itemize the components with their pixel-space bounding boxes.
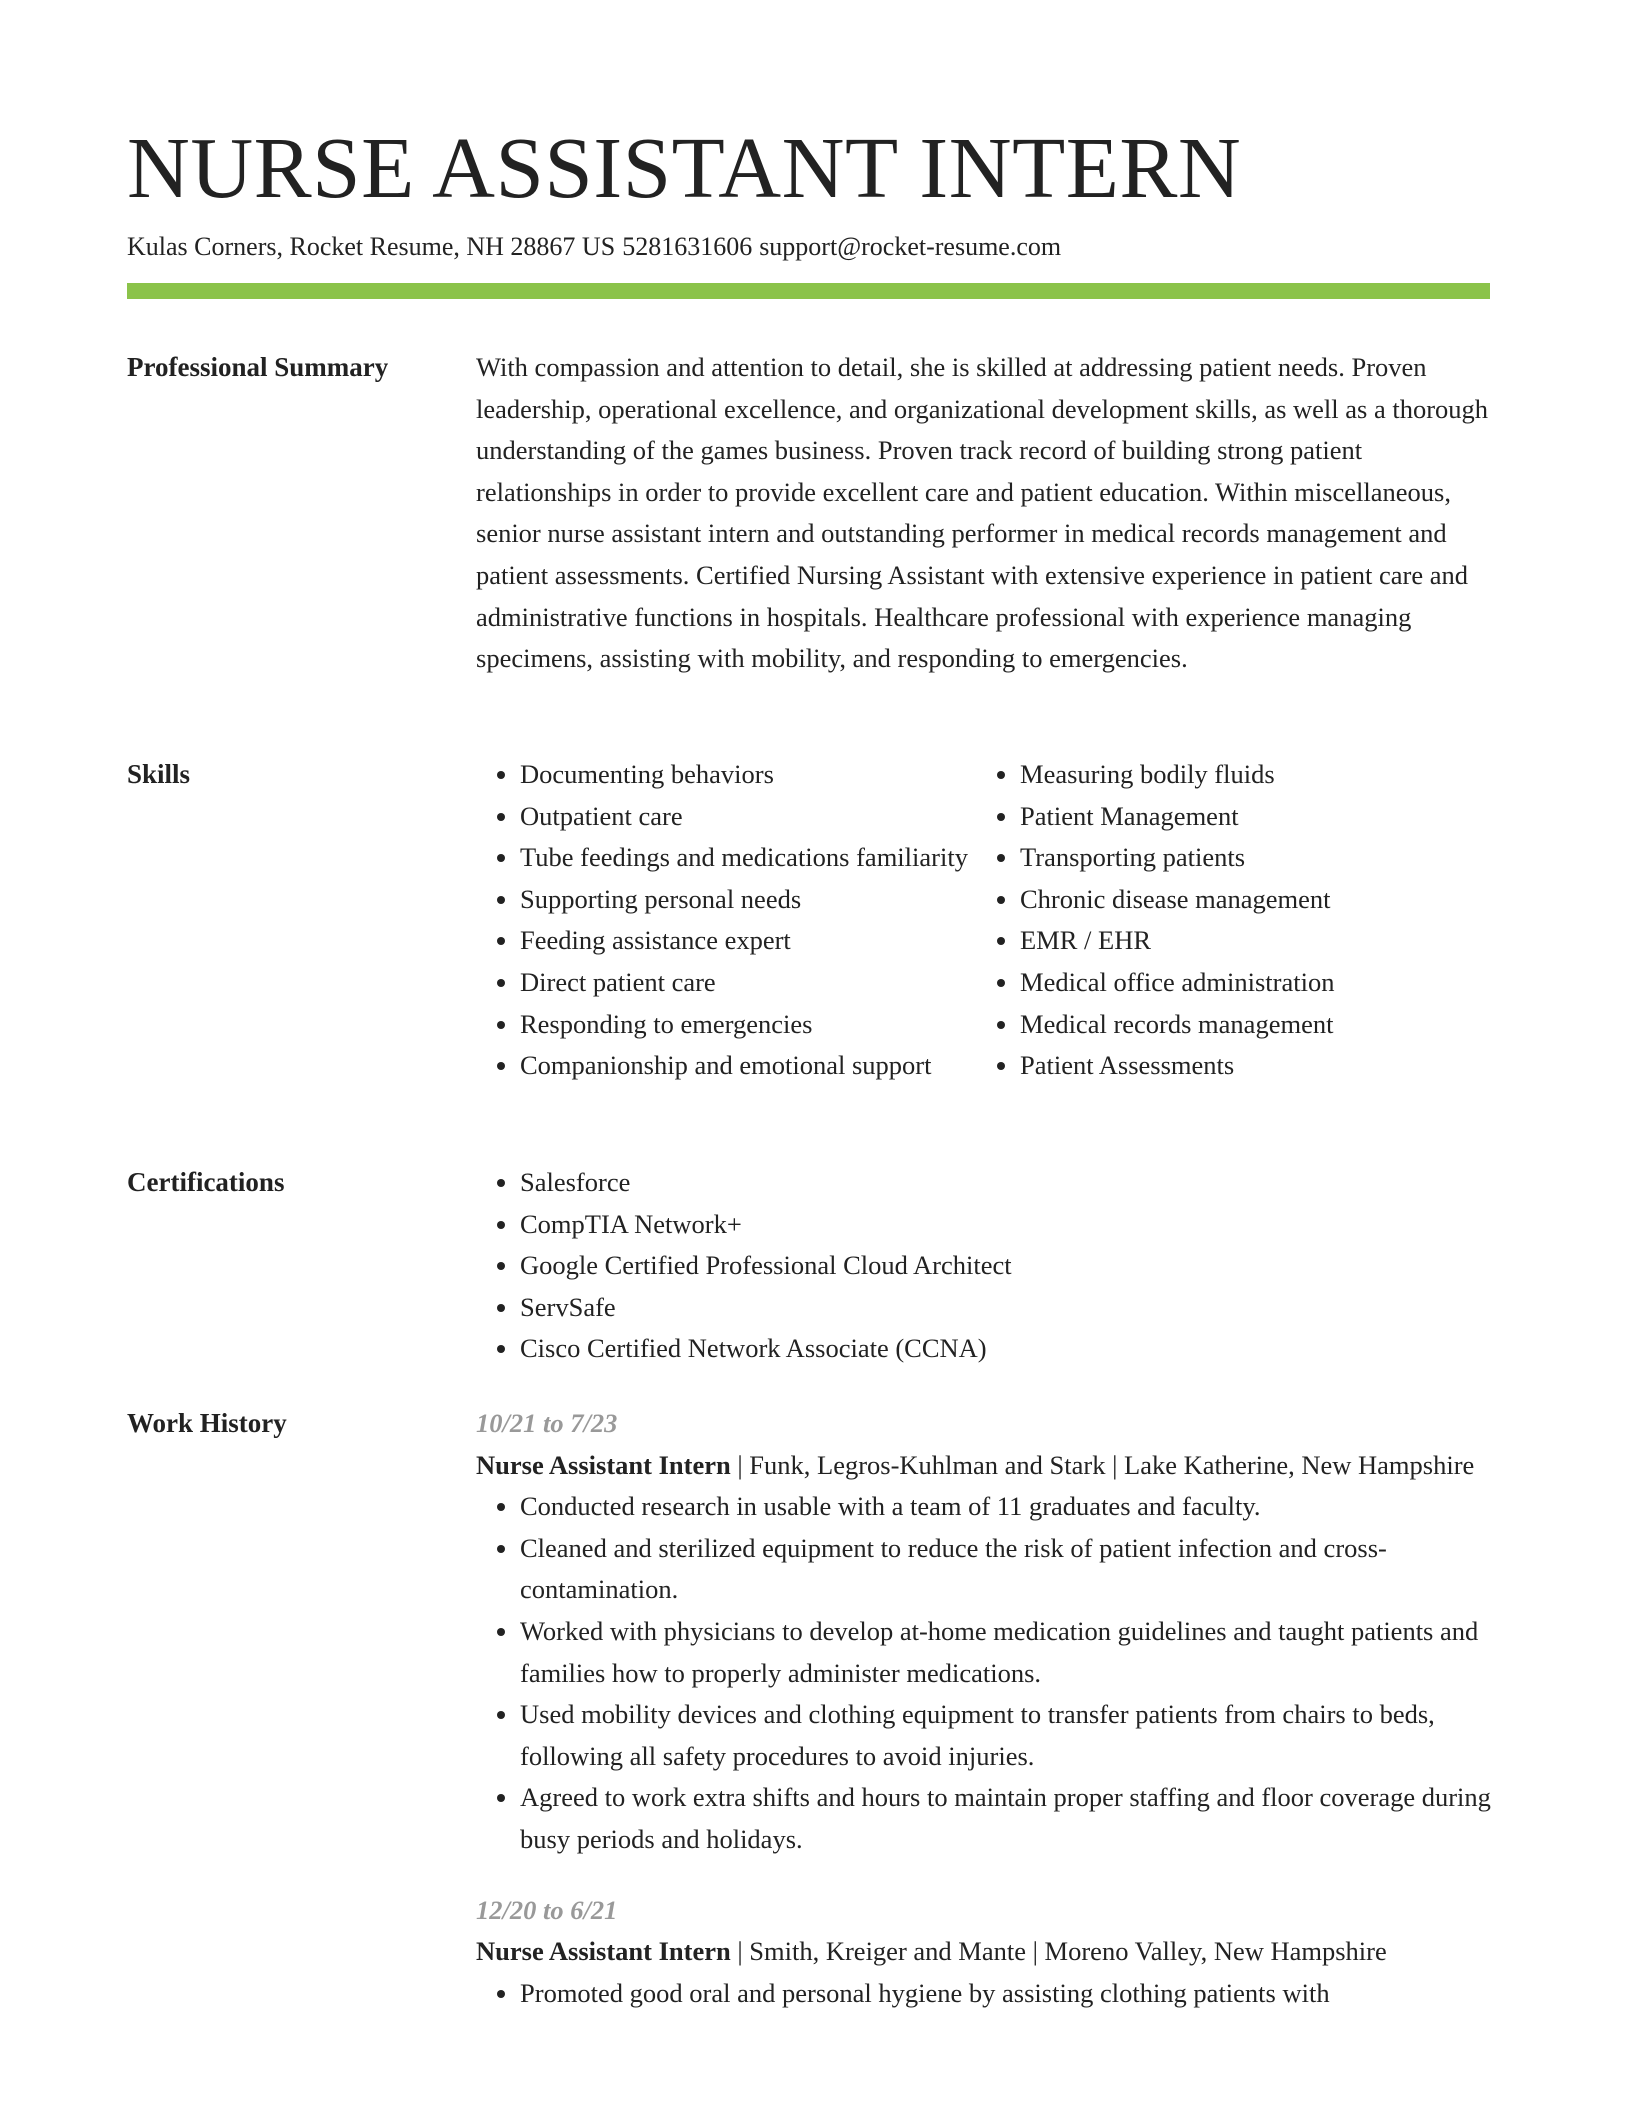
header-divider (127, 283, 1490, 299)
skill-item: • Chronic disease management (1020, 879, 1492, 921)
certification-item: • Salesforce (520, 1162, 1492, 1204)
job-bullet: • Cleaned and sterilized equipment to reduce the risk of patient infection and cross-contamination. (520, 1528, 1492, 1611)
job-bullets (476, 1486, 1492, 1860)
job-title: Nurse Assistant Intern (476, 1449, 731, 1480)
certification-item: • Cisco Certified Network Associate (CCNA) (520, 1328, 1492, 1370)
summary-body (476, 347, 1492, 680)
job-bullet: • Conducted research in usable with a team of 11 graduates and faculty. (520, 1486, 1492, 1528)
skill-item: • Measuring bodily fluids (1020, 754, 1492, 796)
section-label-certifications: Certifications (127, 1167, 285, 1197)
skill-item: • Medical office administration (1020, 962, 1492, 1004)
job-heading (476, 1445, 1492, 1487)
contact-phone: 5281631606 (622, 232, 753, 261)
job-bullet: • Used mobility devices and clothing equipment to transfer patients from chairs to beds, following all safety procedures to avoid injuries. (520, 1694, 1492, 1777)
skills-column-right (976, 754, 1492, 1087)
skill-item: • Tube feedings and medications familiarity (520, 837, 976, 879)
skill-item: • EMR / EHR (1020, 920, 1492, 962)
job-details: | Funk, Legros-Kuhlman and Stark | Lake Katherine, New Hampshire (730, 1449, 1475, 1480)
contact-email: support@rocket-resume.com (759, 232, 1062, 261)
certification-item: • ServSafe (520, 1287, 1492, 1329)
skills-list-left (476, 754, 976, 1087)
job-entry (476, 1403, 1492, 1861)
job-dates: 10/21 to 7/23 (476, 1408, 618, 1438)
job-bullet: • Worked with physicians to develop at-home medication guidelines and taught patients and families how to properly administer medications. (520, 1611, 1492, 1694)
skills-columns (476, 754, 1492, 1087)
certification-item: • Google Certified Professional Cloud Architect (520, 1245, 1492, 1287)
job-bullets (476, 1973, 1492, 2015)
skill-item: • Responding to emergencies (520, 1004, 976, 1046)
certifications-list (476, 1162, 1492, 1370)
skills-column-left (476, 754, 976, 1087)
section-label-work-history: Work History (127, 1408, 287, 1438)
skill-item: • Documenting behaviors (520, 754, 976, 796)
skill-item: • Direct patient care (520, 962, 976, 1004)
job-bullet: • Promoted good oral and personal hygiene by assisting clothing patients with (520, 1973, 1492, 2015)
skill-item: • Transporting patients (1020, 837, 1492, 879)
contact-address: Kulas Corners, Rocket Resume, NH 28867 US (127, 232, 616, 261)
job-dates: 12/20 to 6/21 (476, 1894, 618, 1925)
skills-list-right (976, 754, 1492, 1087)
skill-item: • Patient Management (1020, 796, 1492, 838)
certifications-body (476, 1162, 1492, 1370)
job-bullet: • Agreed to work extra shifts and hours to maintain proper staffing and floor coverage during busy periods and holidays. (520, 1777, 1492, 1860)
skill-item: • Medical records management (1020, 1004, 1492, 1046)
work-history-body (476, 1403, 1492, 2014)
contact-line (127, 230, 1061, 264)
certification-item: • CompTIA Network+ (520, 1204, 1492, 1246)
job-heading (476, 1931, 1492, 1973)
job-entry (476, 1890, 1492, 2015)
skill-item: • Feeding assistance expert (520, 920, 976, 962)
resume-title: NURSE ASSISTANT INTERN (127, 119, 1242, 216)
skill-item: • Outpatient care (520, 796, 976, 838)
skills-body (476, 754, 1492, 1087)
job-details: | Smith, Kreiger and Mante | Moreno Valley, New Hampshire (730, 1936, 1387, 1967)
section-label-skills: Skills (127, 759, 191, 789)
job-title: Nurse Assistant Intern (476, 1936, 731, 1967)
skill-item: • Companionship and emotional support (520, 1045, 976, 1087)
summary-text: With compassion and attention to detail, she is skilled at addressing patient needs. Proven leadership, operational excellence, and organizational development skills, as well as a thorough understanding of the games business. Proven track record of building strong patient relationships in order to provide excellent care and patient education. Within miscellaneous, senior nurse assistant intern and outstanding performer in medical records management and patient assessments. Certified Nursing Assistant with extensive experience in patient care and administrative functions in hospitals. Healthcare professional with experience managing specimens, assisting with mobility, and responding to emergencies. (476, 352, 1489, 674)
section-label-summary: Professional Summary (127, 352, 389, 382)
skill-item: • Patient Assessments (1020, 1045, 1492, 1087)
skill-item: • Supporting personal needs (520, 879, 976, 921)
